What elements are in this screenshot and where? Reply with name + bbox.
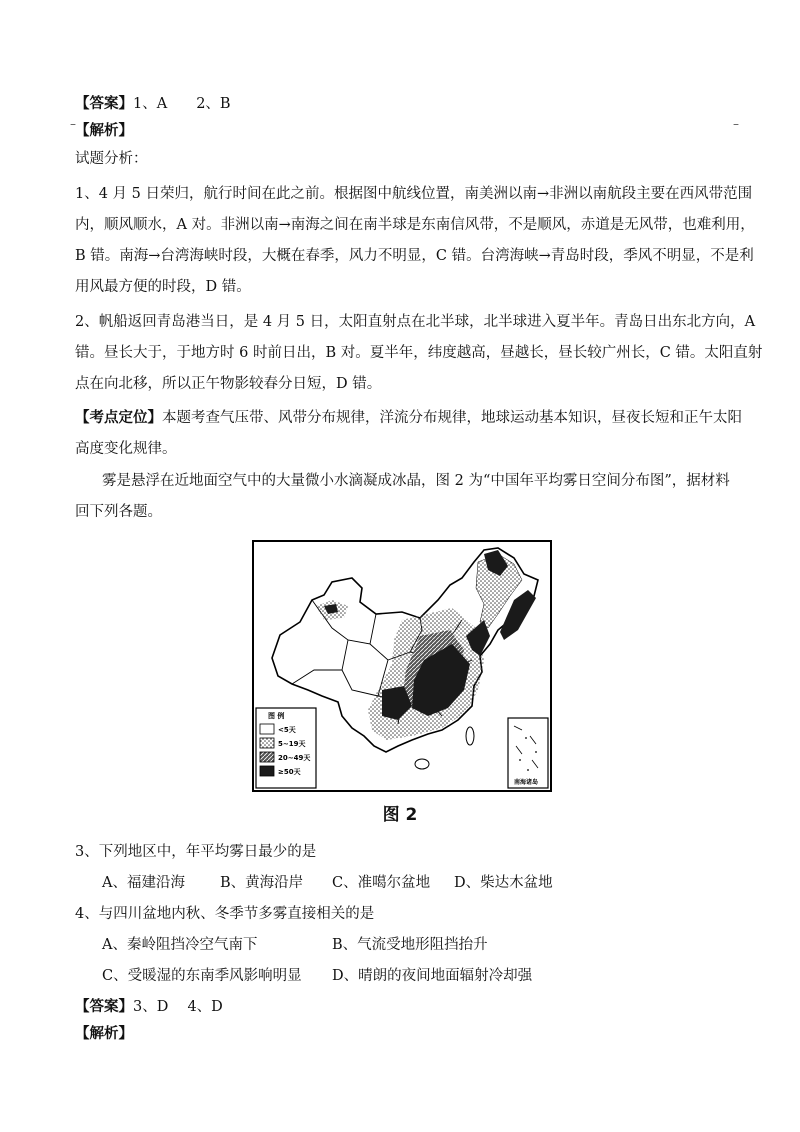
legend-title: 图 例	[268, 712, 285, 720]
q4-stem: 4、与四川盆地内秋、冬季节多雾直接相关的是	[75, 906, 375, 922]
legend-item-4: ≥50天	[278, 768, 301, 776]
figure-caption: 图 2	[382, 805, 418, 825]
q3-option-b: B、黄海沿岸	[220, 875, 304, 891]
fog-map-figure	[252, 540, 552, 792]
para2-line-1: 2、帆船返回青岛港当日，是 4 月 5 日，太阳直射点在北半球，北半球进入夏半年。青岛日出东北方向，A	[75, 314, 756, 330]
intro-line-1: 雾是悬浮在近地面空气中的大量微小水滴凝成冰晶，图 2 为“中国年平均雾日空间分布图”，据材料	[102, 473, 730, 489]
para1-line-1: 1、4 月 5 日荣归，航行时间在此之前。根据图中航线位置，南美洲以南→非洲以南航段主要在西风带范围	[75, 186, 753, 202]
analysis-intro: 试题分析：	[75, 151, 148, 167]
south-sea-inset	[508, 718, 548, 788]
legend-item-1: <5天	[278, 726, 296, 734]
q3-stem: 3、下列地区中，年平均雾日最少的是	[75, 844, 317, 860]
fog-map	[252, 540, 552, 792]
answer-text-2: 3、D 4、D	[133, 999, 223, 1015]
para2-line-2: 错。昼长大于，于地方时 6 时前日出，B 对。夏半年，纬度越高，昼越长，昼长较广州长，C 错。太阳直射	[75, 345, 763, 361]
kaodian-label: 【考点定位】	[75, 409, 162, 426]
para1-line-2: 内，顺风顺水，A 对。非洲以南→南海之间在南半球是东南信风带，不是顺风，赤道是无风带，也难利用，	[75, 217, 755, 233]
kaodian-text-1: 本题考查气压带、风带分布规律，洋流分布规律，地球运动基本知识，昼夜长短和正午太阳	[162, 410, 742, 426]
answer-label-2: 【答案】	[75, 998, 133, 1015]
q4-options-row-1	[102, 935, 757, 955]
q4-option-d: D、晴朗的夜间地面辐射冷却强	[332, 968, 533, 984]
q4-option-c: C、受暖湿的东南季风影响明显	[102, 968, 302, 984]
q3-option-c: C、准噶尔盆地	[332, 875, 431, 891]
q3-options	[102, 873, 757, 893]
answer-label: 【答案】	[75, 95, 133, 112]
analysis-label-1: 【解析】	[75, 122, 133, 139]
q4-option-b: B、气流受地形阻挡抬升	[332, 937, 488, 953]
inset-label: 南海诸岛	[514, 779, 539, 786]
analysis-label-2: 【解析】	[75, 1025, 133, 1042]
kaodian-line-2: 高度变化规律。	[75, 441, 177, 457]
answer-line-2	[75, 997, 730, 1017]
kaodian-line-1	[75, 408, 742, 428]
answer-line-1	[75, 94, 730, 114]
intro-line-2: 回下列各题。	[75, 504, 162, 520]
q3-option-a: A、福建沿海	[102, 875, 185, 891]
para1-line-4: 用风最方便的时段，D 错。	[75, 279, 251, 295]
q4-options-row-2	[102, 966, 757, 986]
para1-line-3: B 错。南海→台湾海峡时段，大概在春季，风力不明显，C 错。台湾海峡→青岛时段，季风不明显，不是利	[75, 248, 754, 264]
q4-option-a: A、秦岭阻挡冷空气南下	[102, 937, 258, 953]
legend-item-2: 5~19天	[278, 740, 306, 748]
legend-item-3: 20~49天	[278, 754, 311, 762]
map-legend	[256, 708, 316, 788]
margin-tick-right: –	[733, 117, 739, 131]
answer-text: 1、A 2、B	[133, 96, 231, 112]
margin-tick-left: –	[70, 117, 76, 131]
q3-option-d: D、柴达木盆地	[454, 875, 553, 891]
para2-line-3: 点在向北移，所以正午物影较春分日短，D 错。	[75, 376, 382, 392]
